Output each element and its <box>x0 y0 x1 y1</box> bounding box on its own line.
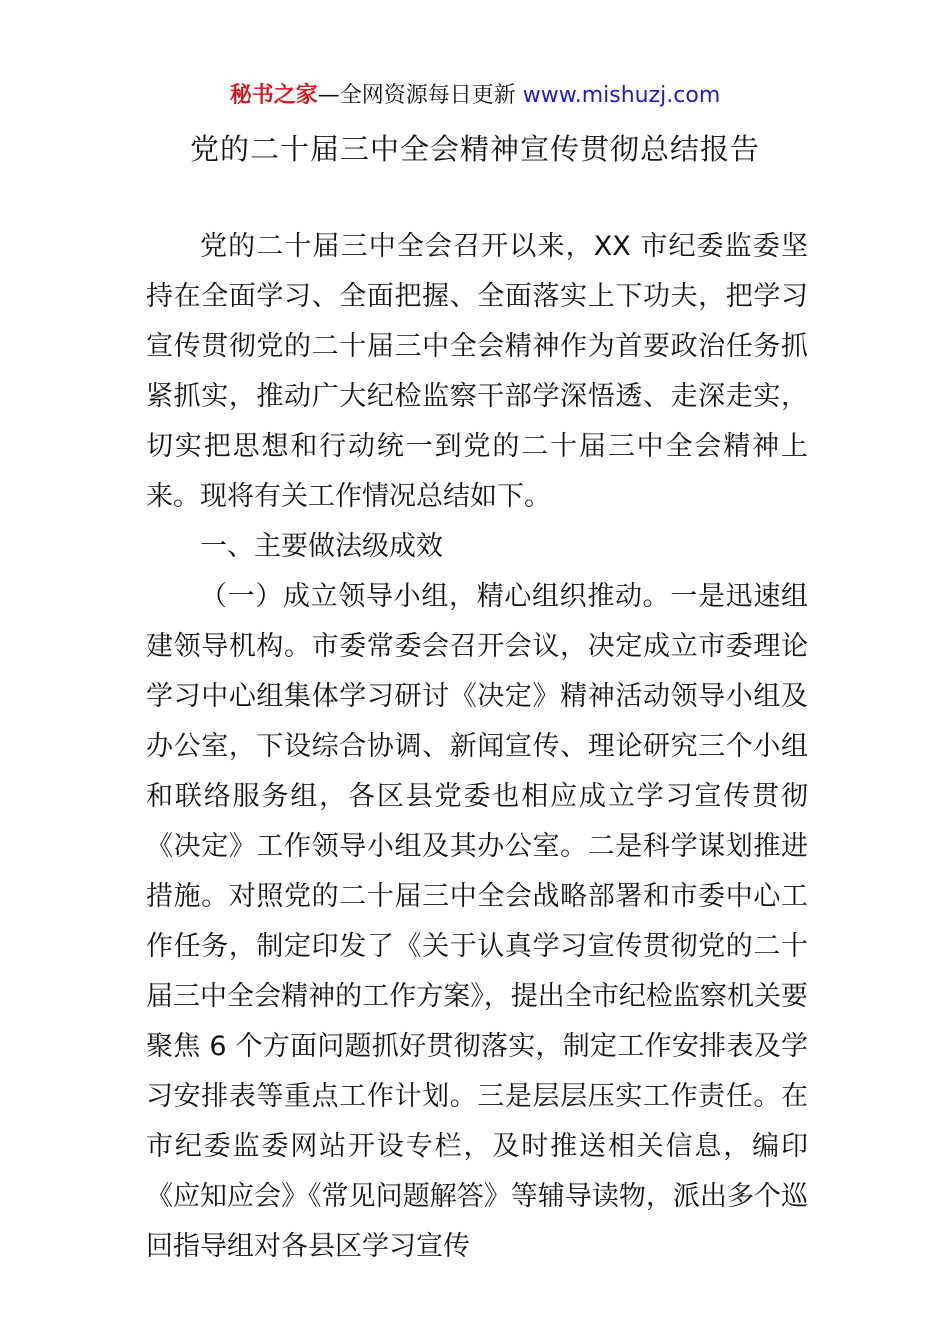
document-title: 党的二十届三中全会精神宣传贯彻总结报告 <box>189 132 760 166</box>
header-tagline: —全网资源每日更新 <box>317 83 516 108</box>
document-body <box>146 222 808 1272</box>
section-heading: 一、主要做法级成效 <box>200 531 443 562</box>
intro-paragraph: 党的二十届三中全会召开以来，XX 市纪委监委坚持在全面学习、全面把握、全面落实上下功夫，把学习宣传贯彻党的二十届三中全会精神作为首要政治任务抓紧抓实，推动广大纪检监察干部学深悟透、走深走实，切实把思想和行动统一到党的二十届三中全会精神上来。现将有关工作情况总结如下。 <box>146 231 808 512</box>
brand-name: 秘书之家 <box>229 83 318 108</box>
site-header <box>0 80 950 112</box>
site-url[interactable]: www.mishuzj.com <box>522 83 721 108</box>
body-paragraph: （一）成立领导小组，精心组织推动。一是迅速组建领导机构。市委常委会召开会议，决定成立市委理论学习中心组集体学习研讨《决定》精神活动领导小组及办公室，下设综合协调、新闻宣传、理论研究三个小组和联络服务组，各区县党委也相应成立学习宣传贯彻《决定》工作领导小组及其办公室。二是科学谋划推进措施。对照党的二十届三中全会战略部署和市委中心工作任务，制定印发了《关于认真学习宣传贯彻党的二十届三中全会精神的工作方案》，提出全市纪检监察机关要聚焦 6 个方面问题抓好贯彻落实，制定工作安排表及学习安排表等重点工作计划。三是层层压实工作责任。在市纪委监委网站开设专栏，及时推送相关信息，编印《应知应会》《常见问题解答》等辅导读物，派出多个巡回指导组对各县区学习宣传 <box>146 581 808 1262</box>
